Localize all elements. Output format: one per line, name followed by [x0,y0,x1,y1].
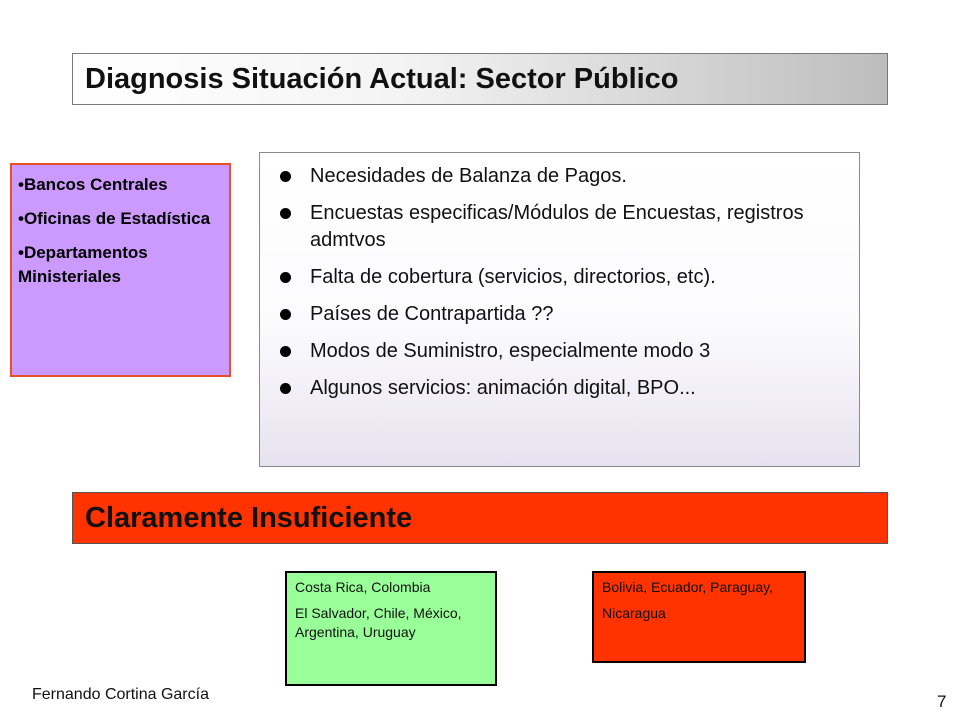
country-line: El Salvador, Chile, México, Argentina, Uruguay [295,605,462,640]
verdict-box [72,492,888,544]
organizations-box [10,163,231,377]
organization-item: •Oficinas de Estadística [18,209,211,228]
country-line: Bolivia, Ecuador, Paraguay, [602,579,773,595]
country-line: Nicaragua [602,605,666,621]
page-number: 7 [937,692,947,711]
bullet-icon [280,346,291,357]
organizations-list [18,173,223,289]
bullet-icon [280,272,291,283]
needs-box [259,152,860,467]
green-countries-box [285,571,497,686]
need-item [272,163,851,190]
need-item [272,264,851,291]
organization-item: •Departamentos Ministeriales [18,243,148,286]
slide-title: Diagnosis Situación Actual: Sector Público [85,62,679,95]
need-item [272,375,851,402]
bullet-icon [280,383,291,394]
country-line: Costa Rica, Colombia [295,579,431,595]
bullet-icon [280,208,291,219]
need-text: Encuestas especificas/Módulos de Encuestas, registros admtvos [310,202,804,251]
need-text: Países de Contrapartida ?? [310,303,554,325]
need-text: Necesidades de Balanza de Pagos. [310,165,627,187]
need-item [272,301,851,328]
need-text: Algunos servicios: animación digital, BPO... [310,377,696,399]
needs-list [272,163,851,402]
need-item [272,200,851,254]
red-countries-box [592,571,806,663]
title-box [72,53,888,105]
bullet-icon [280,309,291,320]
organization-item: •Bancos Centrales [18,175,168,194]
author-footer: Fernando Cortina García [32,686,209,703]
need-item [272,338,851,365]
need-text: Modos de Suministro, especialmente modo 3 [310,340,711,362]
bullet-icon [280,171,291,182]
need-text: Falta de cobertura (servicios, directorios, etc). [310,266,716,288]
verdict-text: Claramente Insuficiente [85,501,413,534]
